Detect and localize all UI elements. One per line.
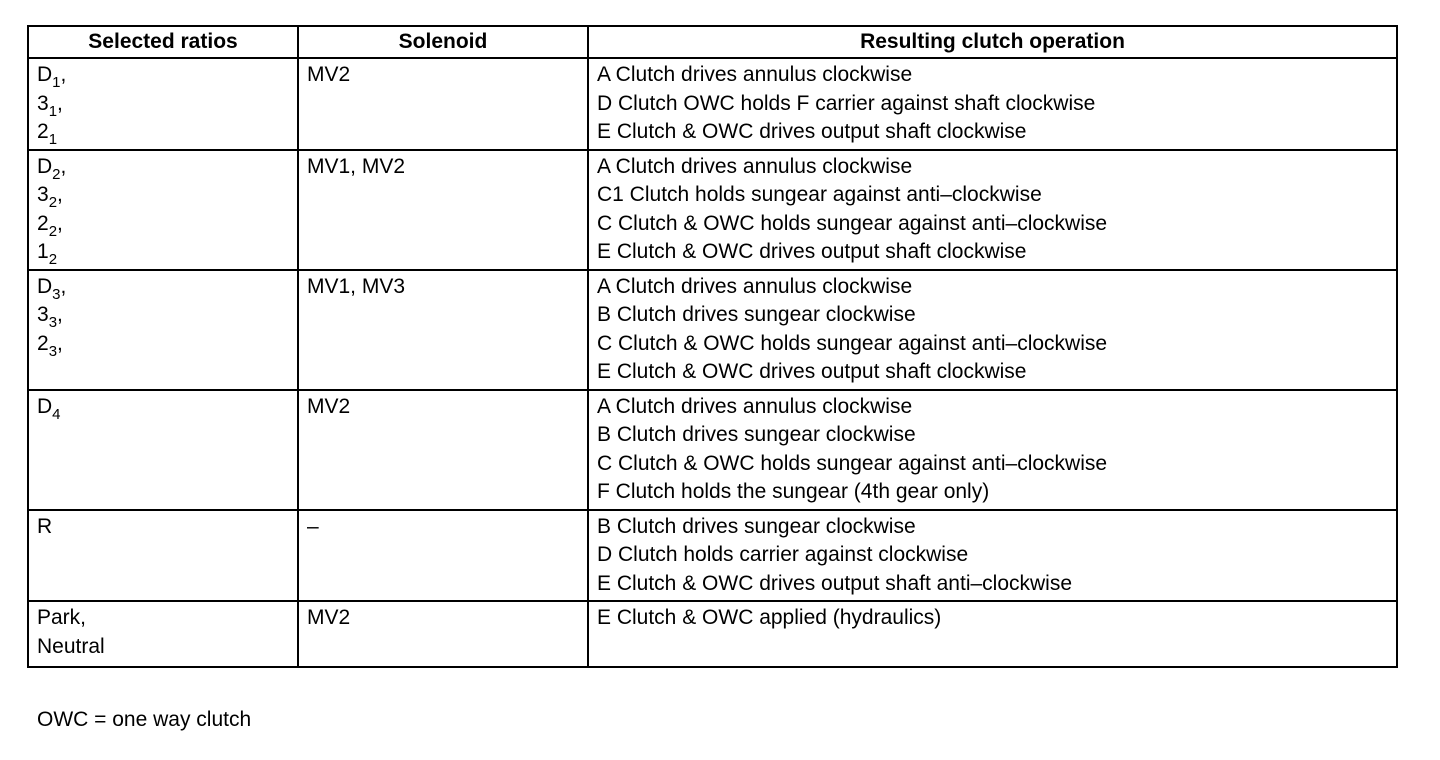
- clutch-operation-line: A Clutch drives annulus clockwise: [597, 63, 913, 86]
- clutch-operation-line: C1 Clutch holds sungear against anti–clockwise: [597, 183, 1042, 206]
- clutch-operation-line: B Clutch drives sungear clockwise: [597, 303, 916, 326]
- clutch-operation-line: F Clutch holds the sungear (4th gear only): [597, 480, 990, 503]
- ratios-cell: [28, 601, 298, 667]
- ratio-item: [37, 210, 289, 239]
- table-row: [28, 270, 1397, 390]
- ratio-item: [37, 181, 289, 210]
- ratio-gear: D: [37, 154, 53, 178]
- clutch-operation-cell: [588, 58, 1397, 150]
- ratio-item: [37, 513, 289, 542]
- ratio-subscript: 1: [48, 131, 58, 148]
- ratio-gear: D: [37, 63, 53, 86]
- ratio-item: [37, 633, 289, 662]
- ratio-gear: D: [37, 274, 53, 298]
- ratio-separator: ,: [57, 183, 63, 206]
- ratio-gear: Park,: [37, 606, 87, 629]
- table-body: [28, 58, 1397, 667]
- ratios-cell: [28, 270, 298, 390]
- solenoid-cell: MV1, MV3: [298, 270, 588, 390]
- clutch-operation-line: D Clutch holds carrier against clockwise: [597, 543, 969, 566]
- header-row: [28, 26, 1397, 58]
- table-row: [28, 510, 1397, 602]
- clutch-operation-line: B Clutch drives sungear clockwise: [597, 514, 916, 538]
- table-row: [28, 390, 1397, 510]
- ratio-subscript: 3: [48, 314, 58, 331]
- ratio-separator: ,: [60, 154, 67, 178]
- table-row: [28, 58, 1397, 150]
- solenoid-cell: MV1, MV2: [298, 150, 588, 270]
- ratio-subscript: 2: [52, 165, 61, 183]
- ratio-separator: ,: [57, 91, 63, 115]
- ratio-item: [37, 153, 289, 182]
- clutch-operation-line: E Clutch & OWC drives output shaft clockwise: [597, 360, 1027, 383]
- ratio-separator: ,: [60, 63, 67, 86]
- ratio-item: [37, 301, 289, 330]
- footnote: OWC = one way clutch: [37, 708, 252, 731]
- ratio-item: [37, 238, 289, 267]
- ratio-item: [37, 61, 289, 90]
- ratio-subscript: 1: [48, 102, 58, 120]
- ratio-gear: 2: [37, 120, 49, 143]
- clutch-operation-cell: [588, 150, 1397, 270]
- ratio-separator: ,: [57, 331, 63, 355]
- ratio-subscript: 1: [52, 74, 61, 91]
- clutch-operation-line: E Clutch & OWC applied (hydraulics): [597, 606, 942, 629]
- ratio-item: [37, 273, 289, 302]
- ratio-subscript: 4: [52, 405, 61, 423]
- ratio-item: [37, 90, 289, 119]
- ratio-subscript: 3: [48, 342, 58, 360]
- solenoid-cell: –: [298, 510, 588, 602]
- ratio-gear: 3: [37, 183, 49, 206]
- solenoid-cell: MV2: [298, 58, 588, 150]
- clutch-operation-cell: [588, 510, 1397, 602]
- clutch-operation-line: E Clutch & OWC drives output shaft clockwise: [597, 120, 1027, 143]
- ratio-gear: 2: [37, 211, 49, 235]
- ratio-subscript: 3: [52, 285, 61, 303]
- ratio-item: [37, 393, 289, 422]
- clutch-operation-line: C Clutch & OWC holds sungear against anti–clockwise: [597, 331, 1108, 355]
- clutch-operation-line: E Clutch & OWC drives output shaft clockwise: [597, 240, 1027, 263]
- ratio-gear: Neutral: [37, 634, 105, 658]
- header-clutch-operation: Resulting clutch operation: [588, 26, 1397, 58]
- ratio-gear: 1: [37, 240, 49, 263]
- ratios-cell: [28, 390, 298, 510]
- clutch-operation-cell: [588, 601, 1397, 667]
- table-row: [28, 601, 1397, 667]
- clutch-operation-line: A Clutch drives annulus clockwise: [597, 394, 913, 418]
- ratio-gear: R: [37, 514, 53, 538]
- clutch-operation-line: B Clutch drives sungear clockwise: [597, 423, 916, 446]
- ratio-gear: 3: [37, 91, 49, 115]
- solenoid-cell: MV2: [298, 390, 588, 510]
- clutch-operation-line: E Clutch & OWC drives output shaft anti–clockwise: [597, 571, 1073, 595]
- ratio-subscript: 2: [48, 251, 58, 268]
- ratio-gear: 3: [37, 303, 49, 326]
- ratios-cell: [28, 150, 298, 270]
- clutch-operation-line: A Clutch drives annulus clockwise: [597, 154, 913, 178]
- ratio-gear: D: [37, 394, 53, 418]
- table-header: [28, 26, 1397, 58]
- clutch-operation-line: D Clutch OWC holds F carrier against shaft clockwise: [597, 91, 1096, 115]
- header-selected-ratios: Selected ratios: [28, 26, 298, 58]
- ratio-item: [37, 604, 289, 633]
- ratios-cell: [28, 510, 298, 602]
- ratio-item: [37, 118, 289, 147]
- ratio-item: [37, 330, 289, 359]
- clutch-operation-line: C Clutch & OWC holds sungear against anti–clockwise: [597, 451, 1108, 475]
- ratio-separator: ,: [57, 211, 63, 235]
- ratio-subscript: 2: [48, 194, 58, 211]
- ratio-gear: 2: [37, 331, 49, 355]
- solenoid-cell: MV2: [298, 601, 588, 667]
- ratio-subscript: 2: [48, 222, 58, 240]
- header-solenoid: Solenoid: [298, 26, 588, 58]
- clutch-operation-table: [27, 25, 1398, 668]
- table-row: [28, 150, 1397, 270]
- ratio-separator: ,: [57, 303, 63, 326]
- ratio-separator: ,: [60, 274, 67, 298]
- clutch-operation-cell: [588, 270, 1397, 390]
- clutch-operation-cell: [588, 390, 1397, 510]
- clutch-operation-line: C Clutch & OWC holds sungear against anti–clockwise: [597, 211, 1108, 235]
- clutch-operation-line: A Clutch drives annulus clockwise: [597, 274, 913, 298]
- ratios-cell: [28, 58, 298, 150]
